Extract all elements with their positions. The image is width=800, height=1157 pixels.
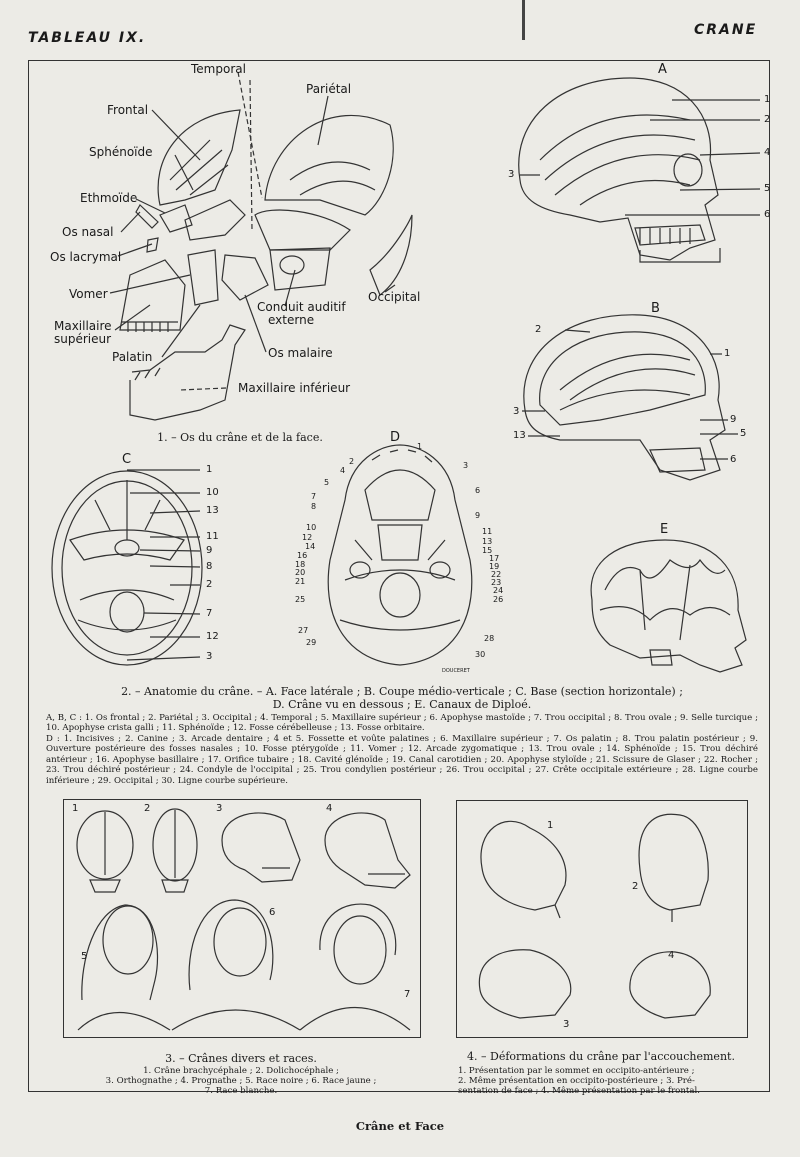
fig4-num-1: 1: [547, 820, 554, 831]
figD-left-25: 25: [295, 595, 306, 604]
fig3-sub-line1: 1. Crâne brachycéphale ; 2. Dolichocéphale ;: [143, 1066, 339, 1076]
label-occipital: Occipital: [368, 290, 421, 304]
figC-num-12: 12: [206, 631, 219, 642]
figD-letter: D: [390, 430, 401, 445]
fig4-sub-line2: 2. Même présentation en occipito-postérieure ; 3. Pré-: [458, 1076, 695, 1086]
fig3-num-1: 1: [72, 803, 79, 814]
figD-left-10: 10: [306, 523, 317, 532]
label-os-lacrymal: Os lacrymal: [50, 250, 122, 264]
footer-title: Crâne et Face: [355, 1119, 445, 1133]
figD-right-23: 23: [491, 578, 502, 587]
fig2-caption-line2: D. Crâne vu en dessous ; E. Canaux de Diploé.: [272, 698, 532, 711]
figD-left-7: 7: [311, 492, 317, 501]
figD-right-24: 24: [493, 586, 504, 595]
figC-num-2: 2: [206, 579, 213, 590]
fig3-num-3: 3: [216, 803, 223, 814]
fig3-sub-line3: 7. Race blanche.: [204, 1086, 278, 1096]
figD-left-27: 27: [298, 626, 309, 635]
fig3-num-4: 4: [326, 803, 333, 814]
fig3-caption: 3. – Crânes divers et races.: [165, 1052, 317, 1065]
figD-right-3: 3: [463, 461, 469, 470]
figB-num-3: 3: [513, 406, 520, 417]
figE-letter: E: [660, 522, 669, 537]
figD-left-21: 21: [295, 577, 306, 586]
figD-right-22: 22: [491, 570, 502, 579]
fig4-sub-line1: 1. Présentation par le sommet en occipito-antérieure ;: [458, 1066, 695, 1076]
figD-right-11: 11: [482, 527, 493, 536]
figC-num-7: 7: [206, 608, 213, 619]
figD-left-18: 18: [295, 560, 306, 569]
figC-num-9: 9: [206, 545, 213, 556]
figB-num-2: 2: [535, 324, 542, 335]
figA-letter: A: [658, 62, 667, 77]
label-temporal: Temporal: [191, 62, 246, 76]
fig4-num-3: 3: [563, 1019, 570, 1030]
fig4-num-2: 2: [632, 881, 639, 892]
figD-left-2: 2: [349, 457, 355, 466]
figB-num-1: 1: [724, 348, 731, 359]
fig3-num-2: 2: [144, 803, 151, 814]
label-sphenoide: Sphénoïde: [89, 145, 153, 159]
fig3-num-5: 5: [81, 951, 88, 962]
figD-left-4: 4: [340, 466, 346, 475]
fig4-sub-line3: sentation de face ; 4. Même présentation par le frontal.: [458, 1086, 700, 1096]
figD-left-12: 12: [302, 533, 313, 542]
figD-left-14: 14: [305, 542, 316, 551]
figD-engraver-signature: DOUCERET: [442, 668, 470, 674]
figB-num-6: 6: [730, 454, 737, 465]
label-os-nasal: Os nasal: [62, 225, 114, 239]
figA-num-3: 3: [508, 169, 515, 180]
fig3-num-7: 7: [404, 989, 411, 1000]
figA-num-5: 5: [764, 183, 771, 194]
figA-num-4: 4: [764, 147, 771, 158]
figC-letter: C: [122, 452, 132, 467]
fig3-num-6: 6: [269, 907, 276, 918]
fig3-sub-line2: 3. Orthognathe ; 4. Prognathe ; 5. Race noire ; 6. Race jaune ;: [105, 1076, 377, 1086]
label-maxillaire-sup-1: Maxillaire: [54, 319, 112, 333]
figD-right-17: 17: [489, 554, 500, 563]
fig2-legend-d: D : 1. Incisives ; 2. Canine ; 3. Arcade dentaire ; 4 et 5. Fossette et voûte palatines ; 6. Maxillaire supérieur ; 7. Os palatin ; 8. Trou palatin postérieur ; 9. Ouverture postérieure des fosses nasales ; 10. Fosse ptérygoïde ; 11. Vomer ; 12. Arcade zygomatique ; 13. Trou ovale ; 14. Sphénoïde ; 15. Trou déchiré antérieur ; 16. Apophyse basillaire ; 17. Orifice tubaire ; 18. Cavité glénoïde ; 19. Canal carotidien ; 20. Apophyse styloïde ; 21. Scissure de Glaser ; 22. Rocher ; 23. Trou déchiré postérieur ; 24. Condyle de l'occipital ; 25. Trou condylien postérieur ; 26. Trou occipital ; 27. Crête occipitale extérieure ; 28. Ligne courbe inférieure ; 29. Occipital ; 30. Ligne courbe supérieure.: [46, 734, 758, 786]
figA-num-2: 2: [764, 114, 771, 125]
figB-num-9: 9: [730, 414, 737, 425]
figD-right-28: 28: [484, 634, 495, 643]
figD-left-16: 16: [297, 551, 308, 560]
figD-left-20: 20: [295, 568, 306, 577]
figD-left-29: 29: [306, 638, 317, 647]
figB-letter: B: [651, 301, 660, 316]
figC-num-10: 10: [206, 487, 219, 498]
plate-number: TABLEAU IX.: [28, 30, 147, 46]
figD-right-6: 6: [475, 486, 481, 495]
figD-right-9: 9: [475, 511, 481, 520]
fig1-caption: 1. – Os du crâne et de la face.: [157, 431, 323, 444]
label-palatin: Palatin: [112, 350, 153, 364]
figD-right-26: 26: [493, 595, 504, 604]
plate-title: CRANE: [694, 22, 758, 38]
figD-right-15: 15: [482, 546, 493, 555]
figD-right-13: 13: [482, 537, 493, 546]
figC-num-1: 1: [206, 464, 213, 475]
label-os-malaire: Os malaire: [268, 346, 333, 360]
fig4-caption: 4. – Déformations du crâne par l'accouchement.: [467, 1050, 735, 1063]
figA-num-6: 6: [764, 209, 771, 220]
label-vomer: Vomer: [69, 287, 108, 301]
label-ethmoide: Ethmoïde: [80, 191, 138, 205]
label-conduit-auditif-2: externe: [268, 313, 315, 327]
figD-right-1: 1: [417, 442, 423, 451]
figD-left-5: 5: [324, 478, 330, 487]
label-maxillaire-sup-2: supérieur: [54, 332, 112, 346]
figD-right-30: 30: [475, 650, 486, 659]
figD-right-19: 19: [489, 562, 500, 571]
figC-num-13: 13: [206, 505, 219, 516]
figC-num-11: 11: [206, 531, 219, 542]
figB-num-13: 13: [513, 430, 526, 441]
fig2-caption-line1: 2. – Anatomie du crâne. – A. Face latérale ; B. Coupe médio-verticale ; C. Base (section horizontale) ;: [121, 685, 683, 698]
figD-left-8: 8: [311, 502, 317, 511]
figA-num-1: 1: [764, 94, 771, 105]
figB-num-5: 5: [740, 428, 747, 439]
label-parietal: Pariétal: [306, 82, 352, 96]
figC-num-3: 3: [206, 651, 213, 662]
figC-num-8: 8: [206, 561, 213, 572]
fig2-legend-abc: A, B, C : 1. Os frontal ; 2. Pariétal ; 3. Occipital ; 4. Temporal ; 5. Maxillaire supérieur ; 6. Apophyse mastoïde ; 7. Trou occipital ; 8. Trou ovale ; 9. Selle turcique ; 10. Apophyse crista galli ; 11. Sphénoïde ; 12. Fosse cérébelleuse ; 13. Fosse orbitaire.: [46, 713, 758, 734]
label-maxillaire-inf: Maxillaire inférieur: [238, 381, 351, 395]
label-frontal: Frontal: [107, 103, 149, 117]
fig4-num-4: 4: [668, 950, 675, 961]
label-conduit-auditif-1: Conduit auditif: [257, 300, 346, 314]
